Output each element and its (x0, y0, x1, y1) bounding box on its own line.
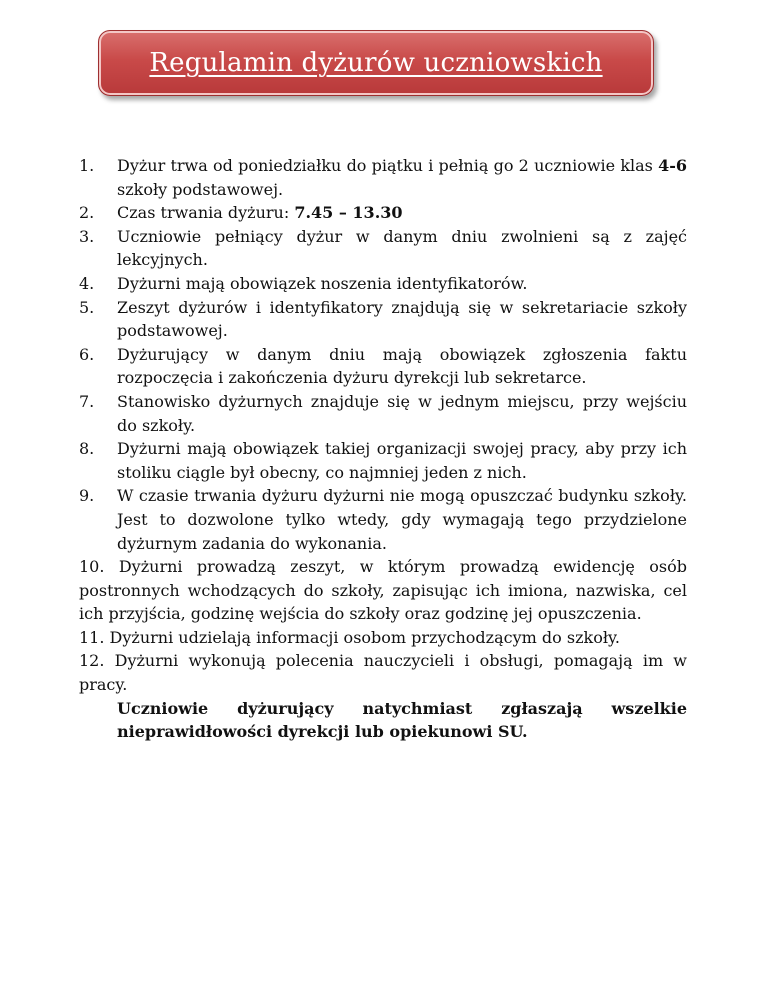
rule-text: Dyżurni mają obowiązek noszenia identyfikatorów. (117, 273, 528, 293)
rule-number: 9. (79, 486, 95, 506)
rule-number: 2. (79, 203, 95, 223)
rule-number: 7. (79, 391, 95, 411)
rule-item-7 (79, 390, 687, 437)
rule-item-1 (79, 154, 687, 201)
rule-text: Dyżurni mają obowiązek takiej organizacji swojej pracy, aby przy ich stoliku ciągle był obecny, co najmniej jeden z nich. (117, 439, 687, 482)
rules-content (79, 154, 687, 744)
rule-number: 1. (79, 156, 95, 175)
rule-item-5 (79, 296, 687, 343)
final-note: Uczniowie dyżurujący natychmiast zgłaszają wszelkie nieprawidłowości dyrekcji lub opiekunowi SU. (117, 698, 687, 742)
rule-item-6 (79, 343, 687, 390)
rule-paragraph-12: 12. Dyżurni wykonują polecenia nauczycieli i obsługi, pomagają im w pracy. (79, 651, 687, 695)
rule-item-3 (79, 225, 687, 272)
rule-item-2 (79, 201, 687, 225)
rule-bold-text: 4-6 (658, 156, 687, 175)
rule-text (117, 154, 687, 201)
rule-text: W czasie trwania dyżuru dyżurni nie mogą opuszczać budynku szkoły. Jest to dozwolone tylko wtedy, gdy wymagają tego przydzielone dyżurnym zadania do wykonania. (117, 486, 687, 553)
rule-text: Dyżurujący w danym dniu mają obowiązek zgłoszenia faktu rozpoczęcia i zakończenia dyżuru dyrekcji lub sekretarce. (117, 344, 687, 388)
rule-text: Uczniowie pełniący dyżur w danym dniu zwolnieni są z zajęć lekcyjnych. (117, 226, 687, 270)
title-banner (98, 30, 654, 96)
rule-number: 6. (79, 344, 95, 364)
rule-number: 8. (79, 439, 95, 459)
rule-paragraph-10: 10. Dyżurni prowadzą zeszyt, w którym prowadzą ewidencję osób postronnych wchodzących do szkoły, zapisując ich imiona, nazwiska, cel ich przyjścia, godzinę wejścia do szkoły oraz godzinę jej opuszczenia. (79, 557, 687, 624)
rule-item-4 (79, 272, 687, 296)
rule-paragraph-11: 11. Dyżurni udzielają informacji osobom przychodzącym do szkoły. (79, 627, 621, 647)
rule-number: 5. (79, 297, 95, 317)
rule-text: Stanowisko dyżurnych znajduje się w jednym miejscu, przy wejściu do szkoły. (117, 391, 687, 435)
rule-text-part: Czas trwania dyżuru: (117, 203, 295, 223)
rule-number: 4. (79, 273, 95, 293)
rule-text-part: szkoły podstawowej. (117, 179, 284, 199)
rule-item-8 (79, 437, 687, 484)
document-title: Regulamin dyżurów uczniowskich (149, 48, 603, 78)
rule-item-9 (79, 484, 687, 555)
rule-text (117, 201, 687, 225)
rule-text-part: Dyżur trwa od poniedziałku do piątku i pełnią go 2 uczniowie klas (117, 156, 659, 175)
rule-number: 3. (79, 226, 95, 246)
rule-text: Zeszyt dyżurów i identyfikatory znajdują się w sekretariacie szkoły podstawowej. (117, 297, 687, 341)
rule-bold-text: 7.45 – 13.30 (294, 203, 403, 223)
